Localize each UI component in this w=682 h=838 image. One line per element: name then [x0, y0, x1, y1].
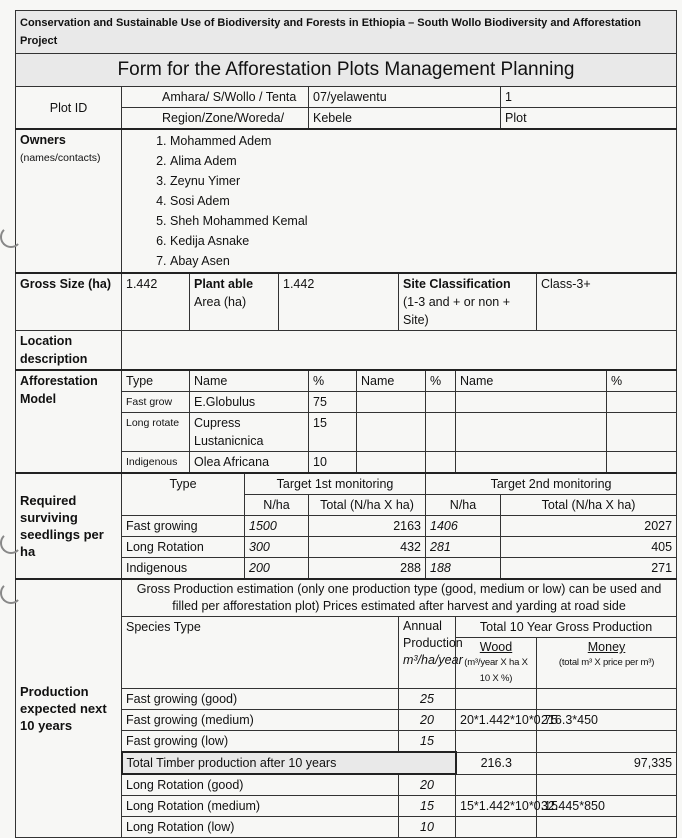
production-annual-header: Annual [403, 619, 442, 633]
seedling-n1: 1500 [245, 516, 309, 537]
owner-item: 2. Alima Adem [170, 151, 672, 171]
model-type: Fast grow [122, 392, 190, 413]
seedlings-label: Required surviving seedlings per ha [16, 473, 122, 579]
seedling-t2: 271 [501, 558, 677, 580]
production-wood-header: Wood [479, 640, 513, 654]
model-name-header: Name [190, 370, 309, 392]
model-name2-header: Name [357, 370, 426, 392]
seedlings-target2-header: Target 2nd monitoring [426, 473, 677, 495]
model-species: Olea Africana [190, 452, 309, 474]
model-pct2-header: % [426, 370, 456, 392]
model-species: E.Globulus [190, 392, 309, 413]
gross-size-label: Gross Size (ha) [16, 273, 122, 331]
owner-item: 3. Zeynu Yimer [170, 171, 672, 191]
plot-kebele: 07/yelawentu [309, 87, 501, 108]
production-note: Gross Production estimation (only one production type (good, medium or low) can be used and filled per afforestation plot) Prices estimated after harvest and yarding at road side [122, 579, 677, 617]
production-wood [456, 817, 537, 838]
production-label: Production expected next 10 years [16, 579, 122, 838]
plot-location-caption: Region/Zone/Woreda/ [122, 108, 309, 130]
seedling-n2: 1406 [426, 516, 501, 537]
production-annual-unit: m³/ha/year [403, 653, 463, 667]
seedlings-type-header: Type [122, 473, 245, 516]
location-desc-value [122, 331, 677, 371]
plantable-value: 1.442 [279, 273, 399, 331]
binder-hole-mark [0, 226, 22, 248]
model-type: Indigenous [122, 452, 190, 474]
production-wood: 15*1.442*10*0.15 [456, 796, 537, 817]
production-species: Long Rotation (low) [122, 817, 399, 838]
seedling-t1: 2163 [309, 516, 426, 537]
site-class-value: Class-3+ [537, 273, 677, 331]
binder-hole-mark [0, 582, 22, 604]
seedling-n1: 200 [245, 558, 309, 580]
seedling-n1: 300 [245, 537, 309, 558]
project-header: Conservation and Sustainable Use of Biodiversity and Forests in Ethiopia – South Wollo Biodiversity and Afforestation Project [16, 11, 677, 54]
model-species: Cupress Lustanicnica [190, 413, 309, 452]
plot-number: 1 [501, 87, 677, 108]
total-timber-label: Total Timber production after 10 years [122, 752, 456, 774]
plot-location: Amhara/ S/Wollo / Tenta [122, 87, 309, 108]
seedling-t1: 432 [309, 537, 426, 558]
owner-item: 7. Abay Asen [170, 251, 672, 271]
model-pct: 10 [309, 452, 357, 474]
location-desc-label: Location description [16, 331, 122, 371]
production-annual: 25 [399, 689, 456, 710]
total-timber-money: 97,335 [537, 752, 677, 774]
production-wood [456, 774, 537, 796]
seedling-type: Indigenous [122, 558, 245, 580]
production-money [537, 731, 677, 753]
production-annual: 20 [399, 710, 456, 731]
seedlings-target1-header: Target 1st monitoring [245, 473, 426, 495]
model-type: Long rotate [122, 413, 190, 452]
seedlings-nha-header: N/ha [245, 495, 309, 516]
plantable-sub: Area (ha) [194, 295, 247, 309]
production-money: 32.445*850 [537, 796, 677, 817]
form-title: Form for the Afforestation Plots Management Planning [16, 54, 677, 87]
production-species: Long Rotation (good) [122, 774, 399, 796]
owners-label: Owners [20, 133, 66, 147]
production-money [537, 817, 677, 838]
production-wood-sub: (m³/year X ha X 10 X %) [464, 657, 528, 684]
owner-item: 5. Sheh Mohammed Kemal [170, 211, 672, 231]
owners-sublabel: (names/contacts) [20, 152, 101, 164]
seedling-type: Fast growing [122, 516, 245, 537]
model-pct3-header: % [607, 370, 677, 392]
owners-list [126, 131, 672, 271]
seedlings-nha2-header: N/ha [426, 495, 501, 516]
seedling-t1: 288 [309, 558, 426, 580]
production-species: Fast growing (medium) [122, 710, 399, 731]
production-wood [456, 731, 537, 753]
production-total-header: Total 10 Year Gross Production [456, 617, 677, 638]
production-money-sub: (total m³ X price per m³) [558, 657, 655, 668]
plantable-label: Plant able [194, 277, 254, 291]
production-money [537, 774, 677, 796]
production-annual-header2: Production [403, 636, 463, 650]
model-pct: 15 [309, 413, 357, 452]
site-class-label: Site Classification [403, 277, 511, 291]
production-annual: 10 [399, 817, 456, 838]
production-species: Fast growing (low) [122, 731, 399, 753]
owner-item: 6. Kedija Asnake [170, 231, 672, 251]
production-annual: 20 [399, 774, 456, 796]
form-table [15, 10, 677, 838]
production-wood [456, 689, 537, 710]
seedling-n2: 281 [426, 537, 501, 558]
model-pct: 75 [309, 392, 357, 413]
seedlings-total2-header: Total (N/ha X ha) [501, 495, 677, 516]
owner-item: 1. Mohammed Adem [170, 131, 672, 151]
production-money [537, 689, 677, 710]
production-money-header: Money [587, 640, 626, 654]
production-annual: 15 [399, 731, 456, 753]
afforestation-model-label: Afforestation Model [16, 370, 122, 473]
seedling-t2: 2027 [501, 516, 677, 537]
form-sheet [15, 10, 676, 838]
seedling-t2: 405 [501, 537, 677, 558]
total-timber-wood: 216.3 [456, 752, 537, 774]
plot-number-caption: Plot [501, 108, 677, 130]
seedlings-total-header: Total (N/ha X ha) [309, 495, 426, 516]
seedling-n2: 188 [426, 558, 501, 580]
production-species: Long Rotation (medium) [122, 796, 399, 817]
gross-size-value: 1.442 [122, 273, 190, 331]
production-wood: 20*1.442*10*0.75 [456, 710, 537, 731]
site-class-sub: (1-3 and + or non + Site) [403, 295, 511, 327]
plot-kebele-caption: Kebele [309, 108, 501, 130]
model-name3-header: Name [456, 370, 607, 392]
production-annual: 15 [399, 796, 456, 817]
plot-id-label: Plot ID [16, 87, 122, 130]
model-type-header: Type [122, 370, 190, 392]
production-species-header: Species Type [122, 617, 399, 689]
model-pct-header: % [309, 370, 357, 392]
owner-item: 4. Sosi Adem [170, 191, 672, 211]
binder-hole-mark [0, 532, 22, 554]
seedling-type: Long Rotation [122, 537, 245, 558]
production-money: 216.3*450 [537, 710, 677, 731]
production-species: Fast growing (good) [122, 689, 399, 710]
